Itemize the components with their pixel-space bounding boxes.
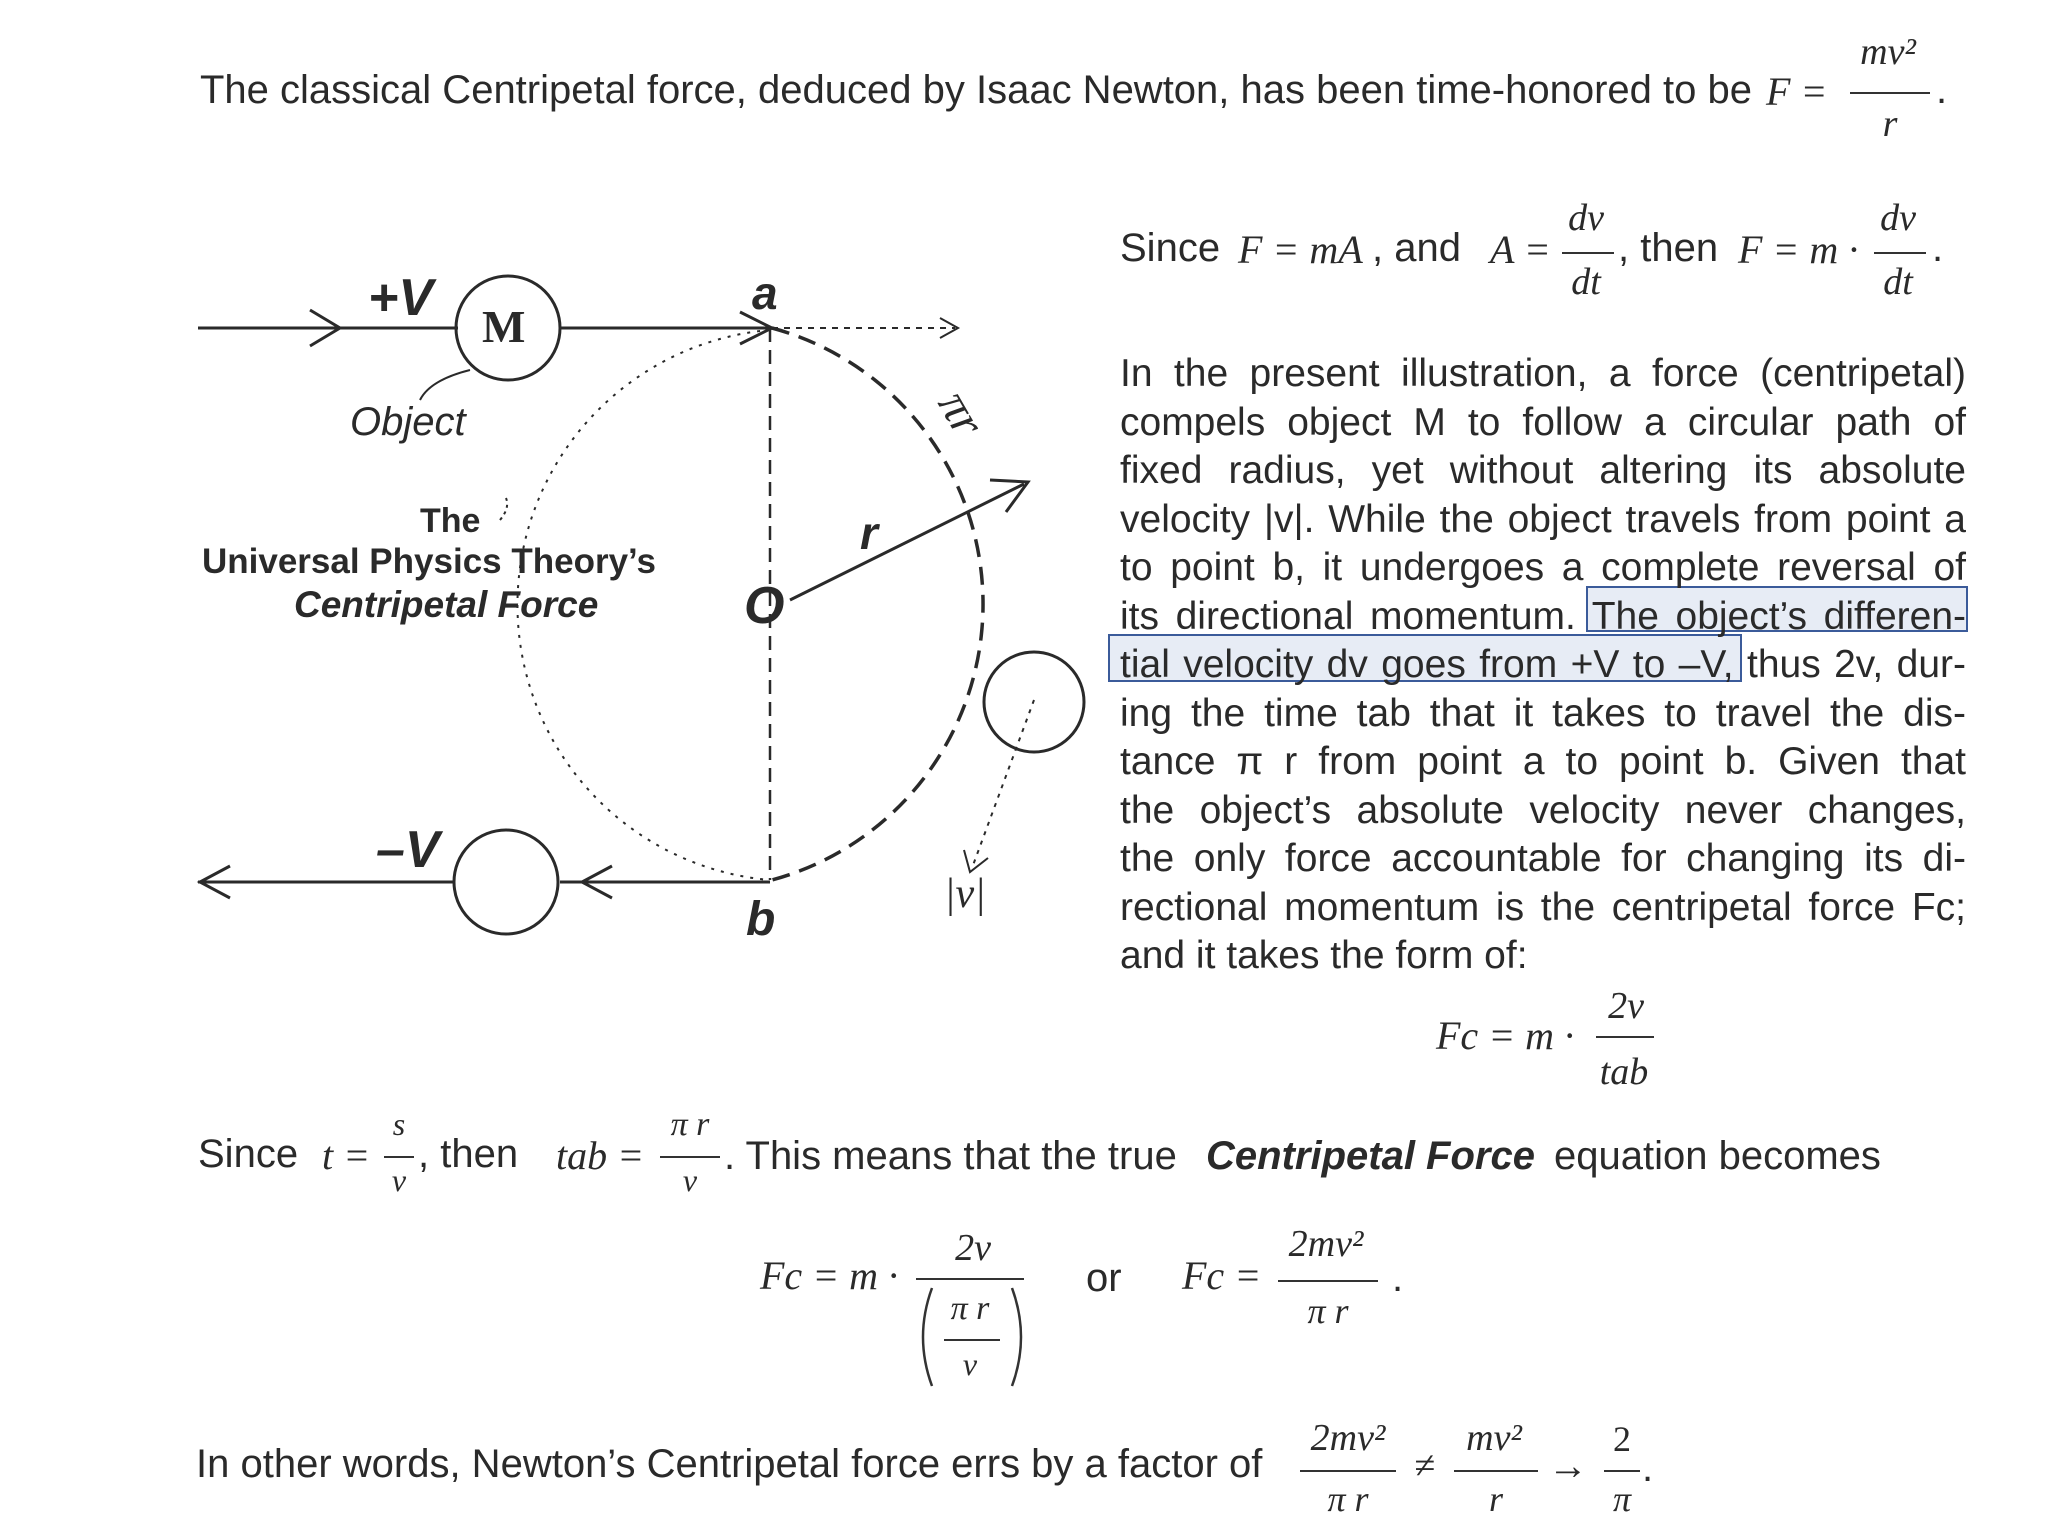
dv-dt-den-1: dt (1571, 261, 1601, 303)
since-text-4: . (1932, 226, 1944, 270)
implies-arrow: → (1548, 1444, 1588, 1488)
radius-label: r (860, 507, 878, 559)
final-bar-1 (916, 1278, 1024, 1280)
since2-text-4: equation becomes (1554, 1134, 1881, 1178)
explanation-paragraph[interactable] (1120, 350, 1966, 981)
since2-text-1: Since (198, 1132, 299, 1176)
newton-formula-lhs: F = (1766, 69, 1828, 114)
paragraph-line: In the present illustration, a force (centripetal) (1120, 352, 1966, 395)
paragraph-line: ing the time tab that it takes to travel the dis- (1120, 691, 1966, 735)
radius-line (790, 484, 1024, 600)
not-equal-sign: ≠ (1414, 1445, 1435, 1487)
theory-label-line-3: Centripetal Force (294, 584, 599, 625)
conclusion-a-den: π r (1327, 1479, 1369, 1519)
paragraph-line: tance π r from point a to point b. Given that (1120, 740, 1966, 783)
paragraph-line: fixed radius, yet without altering its absolute (1120, 449, 1966, 492)
pi-r-label: πr (927, 381, 996, 446)
pir-v-bar (660, 1156, 720, 1158)
paragraph-line: tial velocity dv goes from +V to –V, thus 2v, dur- (1120, 643, 1966, 686)
since-text-3: , then (1618, 226, 1719, 270)
final-lhs-2: Fc = (1182, 1253, 1262, 1298)
pir-v-den: v (682, 1162, 698, 1198)
pir-v-num: π r (670, 1106, 710, 1143)
conclusion-a-num: 2mv² (1310, 1417, 1386, 1459)
paragraph-line: compels object M to follow a circular path of (1120, 400, 1966, 444)
since-expr-3: F = m · (1738, 227, 1859, 272)
paragraph-line: the only force accountable for changing its di- (1120, 837, 1966, 880)
dv-dt-num-2: dv (1880, 197, 1916, 239)
mass-label: M (482, 301, 526, 352)
final-end: . (1392, 1256, 1404, 1300)
intro-sentence: The classical Centripetal force, deduced by Isaac Newton, has been time-honored to be (200, 68, 1752, 112)
theory-pointer (500, 498, 507, 520)
object-pointer (420, 370, 470, 400)
dv-dt-den-2: dt (1883, 261, 1913, 303)
paragraph-line: rectional momentum is the centripetal force Fc; (1120, 885, 1966, 929)
s-v-den: v (391, 1162, 407, 1198)
conclusion-c-bar (1604, 1470, 1640, 1472)
origin-label: O (744, 577, 785, 635)
newton-formula-end: . (1936, 68, 1948, 112)
final-num-2: 2mv² (1288, 1223, 1364, 1265)
conclusion-c-den: π (1612, 1479, 1632, 1519)
s-v-bar (384, 1156, 414, 1158)
object-label: Object (350, 400, 466, 444)
centripetal-force-bold: Centripetal Force (1206, 1134, 1535, 1178)
conclusion-a-bar (1300, 1470, 1396, 1472)
paragraph-line: the object’s absolute velocity never changes, (1120, 788, 1966, 832)
fc-formula-bar (1596, 1036, 1654, 1038)
paragraph-line: its directional momentum. The object’s differen- (1120, 594, 1966, 638)
newton-formula-num: mv² (1860, 31, 1916, 73)
final-lhs-1: Fc = m · (760, 1253, 899, 1298)
since-text-1: Since (1120, 226, 1221, 270)
minus-v-label: –V (376, 821, 440, 879)
paragraph-line: to point b, it undergoes a complete reversal of (1120, 546, 1966, 589)
conclusion-text: In other words, Newton’s Centripetal force errs by a factor of (196, 1442, 1263, 1486)
theory-label-line-1: The (420, 502, 481, 540)
conclusion-end: . (1642, 1446, 1654, 1490)
fc-formula-num: 2v (1608, 985, 1644, 1027)
plus-v-label: +V (368, 269, 434, 327)
fc-formula-lhs: Fc = m · (1436, 1013, 1575, 1058)
final-bar-2 (1278, 1280, 1378, 1282)
since-text-2: , and (1372, 226, 1461, 270)
velocity-arrowhead (964, 850, 988, 872)
since2-expr-2: tab = (556, 1133, 645, 1178)
conclusion-b-bar (1454, 1470, 1538, 1472)
theory-label-line-2: Universal Physics Theory’s (202, 542, 656, 581)
point-b-label: b (746, 893, 776, 946)
paragraph-line: velocity |v|. While the object travels from point a (1120, 497, 1966, 541)
fc-formula-den: tab (1599, 1051, 1649, 1093)
velocity-dotted-line (972, 700, 1034, 868)
final-num-1: 2v (955, 1227, 991, 1269)
abs-v-label: |v| (944, 871, 986, 917)
paragraph-line: and it takes the form of: (1120, 934, 1528, 977)
since2-text-2: , then (418, 1132, 519, 1176)
since-expr-1: F = mA (1238, 227, 1363, 272)
final-inner-num: π r (950, 1290, 990, 1327)
since2-expr-1: t = (322, 1133, 371, 1178)
since-expr-2: A = (1490, 227, 1551, 272)
conclusion-c-num: 2 (1613, 1419, 1631, 1459)
since2-text-3: . This means that the true (724, 1134, 1177, 1178)
newton-formula-den: r (1882, 103, 1898, 145)
s-v-num: s (392, 1106, 406, 1142)
mass-circle-bottom (454, 830, 558, 934)
final-inner-den: v (962, 1346, 978, 1382)
or-label: or (1086, 1256, 1122, 1300)
conclusion-b-den: r (1488, 1479, 1503, 1519)
dv-dt-num-1: dv (1568, 197, 1604, 239)
conclusion-b-num: mv² (1466, 1417, 1522, 1459)
final-den-2: π r (1307, 1291, 1349, 1331)
point-a-label: a (752, 267, 778, 319)
